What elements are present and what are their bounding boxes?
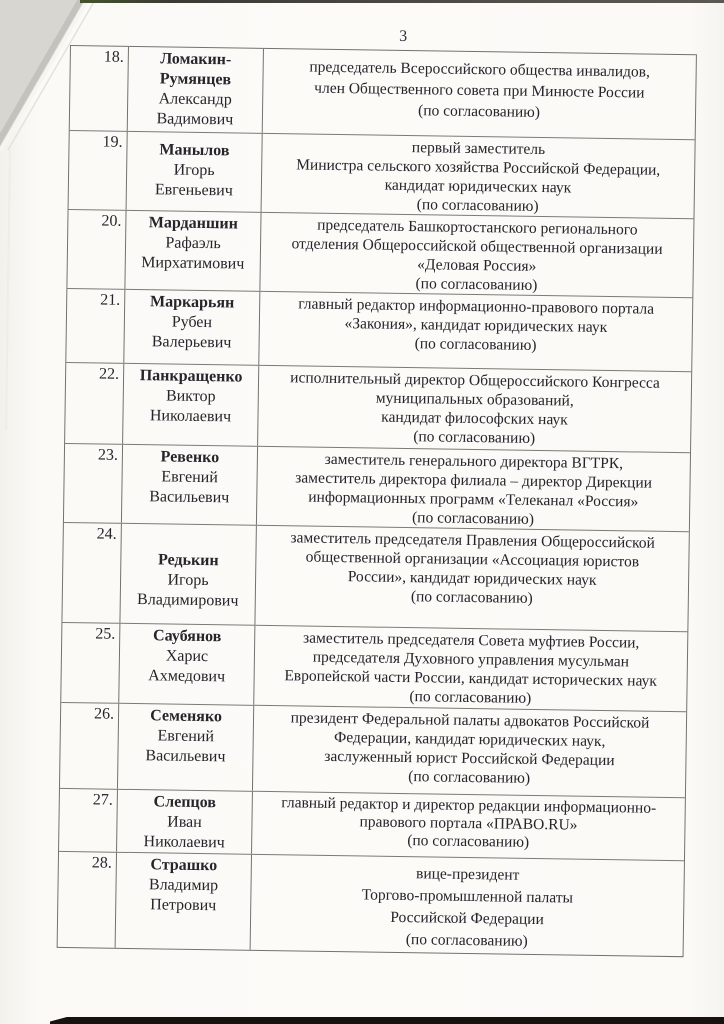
member-position-cell	[253, 706, 686, 797]
member-name-cell	[123, 364, 259, 446]
member-position-cell	[258, 366, 691, 452]
table-row	[59, 789, 685, 861]
member-name-cell	[127, 132, 263, 212]
member-surname: Манылов	[159, 141, 230, 160]
member-position: президент Федеральной палаты адвокатов Российской Федерации, кандидат юридических наук, заслуженный юрист Российской Федерации (по согласованию)	[290, 709, 650, 787]
member-surname: Ревенко	[160, 448, 220, 467]
member-name-cell	[116, 853, 252, 950]
page-number: 3	[399, 27, 408, 45]
member-position-cell	[262, 134, 695, 218]
member-name-cell	[118, 704, 254, 791]
table-row	[66, 289, 692, 372]
member-position-cell	[260, 213, 693, 297]
member-surname: Семеняко	[150, 707, 223, 726]
row-number-cell	[69, 131, 128, 210]
table-row	[70, 46, 696, 140]
member-surname: Марданшин	[148, 214, 239, 233]
member-surname: Панкращенко	[139, 367, 243, 386]
member-position-cell	[263, 49, 696, 139]
member-given-names: Евгений Васильевич	[145, 727, 226, 766]
member-name-cell	[119, 624, 255, 705]
member-given-names: Игорь Евгеньевич	[154, 161, 233, 200]
member-name-cell	[120, 524, 256, 625]
member-position: исполнительный директор Общероссийского Конгресса муниципальных образований, кандидат философских наук (по согласованию)	[290, 369, 661, 447]
row-number: 20.	[101, 212, 122, 230]
member-position: председатель Башкортостанского регионального отделения Общероссийской общественной организации «Деловая Россия» (по согласованию)	[291, 216, 663, 294]
row-number-cell	[58, 852, 117, 948]
table-row	[64, 444, 690, 532]
member-given-names: Виктор Николаевич	[149, 387, 232, 426]
row-number: 22.	[98, 365, 120, 383]
row-number: 23.	[97, 446, 119, 464]
row-number-cell	[66, 289, 125, 363]
table-row	[61, 623, 687, 712]
member-position-cell	[254, 626, 687, 711]
member-name-cell	[128, 47, 264, 133]
row-number-cell	[70, 46, 129, 131]
member-name-cell	[122, 445, 258, 525]
member-position-cell	[257, 447, 690, 531]
table-row	[58, 852, 684, 956]
member-given-names: Иван Николаевич	[143, 813, 225, 852]
row-number: 25.	[95, 625, 116, 643]
member-surname: Саубянов	[152, 627, 222, 646]
table-row	[60, 703, 686, 798]
member-position: главный редактор и директор редакции информационно- правового портала «ПРАВО.RU» (по согласованию)	[281, 794, 657, 851]
table-row	[67, 210, 693, 298]
member-surname: Маркарьян	[149, 293, 235, 312]
member-position-cell	[252, 792, 685, 860]
scan-top-edge-shadow	[80, 0, 724, 3]
member-given-names: Владимир Петрович	[148, 876, 219, 915]
member-given-names: Харис Ахмедович	[148, 647, 226, 686]
member-given-names: Александр Вадимович	[156, 90, 234, 129]
row-number: 27.	[92, 791, 113, 809]
member-given-names: Евгений Васильевич	[149, 468, 230, 507]
member-position: первый заместитель Министра сельского хозяйства Российской Федерации, кандидат юридических наук (по согласованию)	[296, 139, 661, 215]
member-surname: Ломакин- Румянцев	[159, 50, 232, 89]
member-surname: Слепцов	[153, 793, 217, 812]
member-given-names: Рафаэль Мирхатимович	[141, 234, 245, 273]
row-number-cell	[59, 789, 118, 852]
table-row	[62, 523, 688, 632]
member-position: председатель Всероссийского общества инвалидов, член Общественного совета при Минюсте России (по согласованию)	[309, 58, 651, 121]
row-number: 21.	[100, 291, 121, 309]
table-row	[65, 363, 691, 453]
row-number-cell	[60, 703, 119, 789]
row-number-cell	[62, 523, 121, 623]
member-name-cell	[124, 290, 260, 365]
member-name-cell	[125, 211, 261, 291]
member-position-cell	[255, 526, 688, 631]
row-number: 28.	[91, 854, 112, 872]
scan-bottom-edge-shadow	[50, 1017, 724, 1024]
row-number-cell	[61, 623, 120, 703]
member-position: заместитель генерального директора ВГТРК, заместитель директора филиала – директор Дирекции информационных программ «Телеканал «Россия» (по согласованию)	[295, 450, 653, 528]
row-number-cell	[67, 210, 126, 289]
member-position: вице-президент Торгово-промышленной палаты Российской Федерации (по согласованию)	[361, 865, 574, 950]
member-position: заместитель председателя Правления Общероссийской общественной организации «Ассоциация юристов России», кандидат юридических наук (по согласованию)	[290, 529, 656, 607]
row-number-cell	[65, 363, 124, 444]
table-row	[69, 131, 695, 219]
members-table	[57, 45, 697, 957]
member-surname: Редькин	[157, 551, 219, 570]
member-given-names: Рубен Валерьевич	[151, 313, 232, 352]
member-position: заместитель председателя Совета муфтиев России, председателя Духовного управления мусульман Европейской части России, кандидат исторических наук (по согласованию)	[284, 629, 658, 707]
member-position-cell	[259, 292, 692, 371]
row-number: 18.	[103, 48, 124, 66]
row-number: 19.	[102, 133, 123, 151]
member-position: главный редактор информационно-правового портала «Закония», кандидат юридических наук (по согласованию)	[298, 295, 655, 354]
row-number: 26.	[93, 705, 115, 723]
page-content	[57, 27, 697, 957]
member-surname: Страшко	[150, 856, 218, 875]
member-given-names: Игорь Владимирович	[136, 571, 239, 610]
row-number-cell	[64, 444, 123, 523]
member-name-cell	[117, 790, 253, 854]
row-number: 24.	[96, 525, 117, 543]
member-position-cell	[251, 855, 684, 956]
